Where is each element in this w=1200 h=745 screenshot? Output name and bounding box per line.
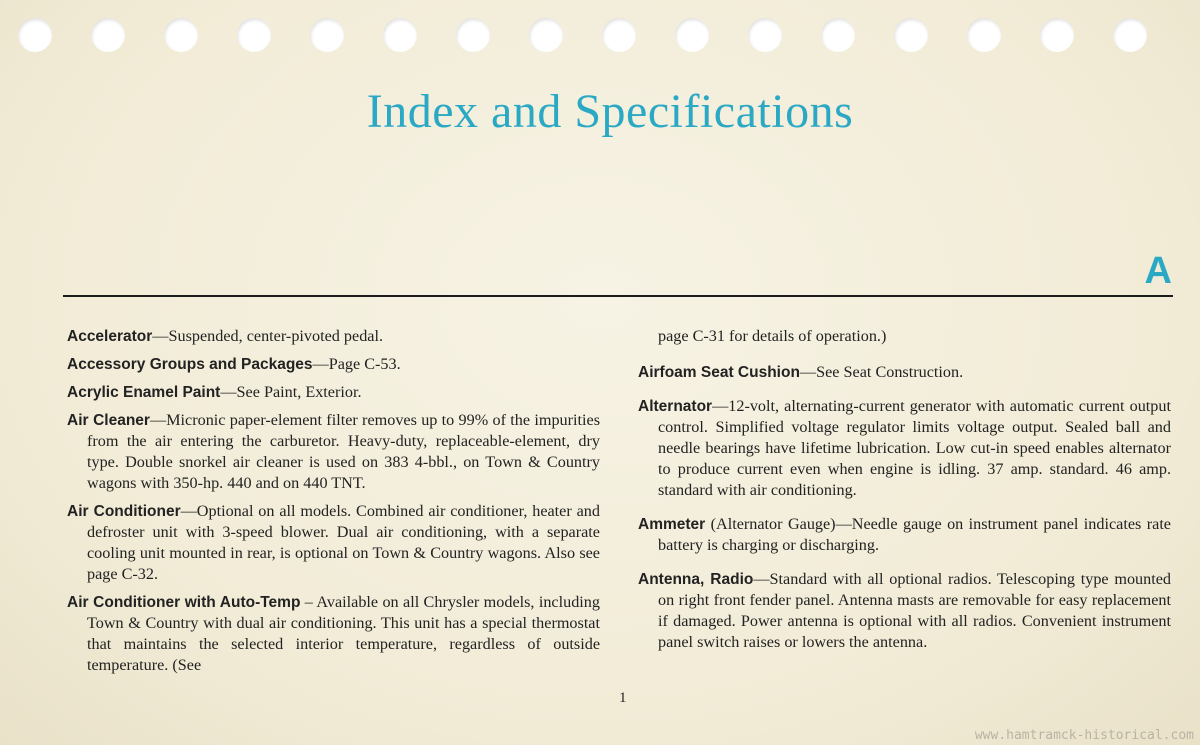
watermark: www.hamtramck-historical.com — [974, 728, 1194, 743]
index-entry — [67, 326, 600, 347]
index-entry — [67, 354, 600, 375]
entry-text: —Suspended, center-pivoted pedal. — [152, 327, 384, 345]
entry-term: Antenna, Radio — [638, 571, 754, 588]
page-number: 1 — [619, 690, 627, 706]
section-letter: A — [1144, 250, 1172, 292]
entry-text: (Alternator Gauge)—Needle gauge on instrument panel indicates rate battery is charging or discharging. — [658, 515, 1171, 554]
punch-hole — [1113, 18, 1147, 52]
index-entry — [638, 362, 1171, 383]
index-entry — [67, 410, 600, 494]
entry-term: Accelerator — [67, 328, 153, 345]
punch-hole — [675, 18, 709, 52]
punch-hole — [967, 18, 1001, 52]
entry-text: —Standard with all optional radios. Telescoping type mounted on right front fender panel. Antenna masts are removable for easy replacement if damaged. Power antenna is optional with all radios. Convenient instrument panel switch raises or lowers the antenna. — [658, 570, 1171, 651]
entry-term: Airfoam Seat Cushion — [638, 364, 800, 381]
punch-hole — [91, 18, 125, 52]
punch-hole — [237, 18, 271, 52]
section-divider — [63, 295, 1173, 297]
entry-term: Air Conditioner with Auto-Temp — [67, 594, 301, 611]
entry-text: —See Seat Construction. — [799, 363, 964, 381]
binding-holes — [0, 18, 1200, 58]
punch-hole — [894, 18, 928, 52]
entry-text: —12-volt, alternating-current generator with automatic current output control. Simplified voltage regulator limits voltage output. Sealed ball and needle bearings have lifetime lubrication. Low cut-in speed enables alternator to produce current even when engine is idling. 37 amp. standard. 46 amp. standard with air conditioning. — [658, 397, 1171, 499]
punch-hole — [748, 18, 782, 52]
punch-hole — [1040, 18, 1074, 52]
index-entry — [638, 514, 1171, 556]
punch-hole — [164, 18, 198, 52]
entry-term: Air Conditioner — [67, 503, 181, 520]
entry-term: Air Cleaner — [67, 412, 150, 429]
entry-text: —Micronic paper-element filter removes up to 99% of the impurities from the air entering the carburetor. Heavy-duty, replaceable-element, dry type. Double snorkel air cleaner is used on 383 4-bbl., on Town & Country wagons with 350-hp. 440 and on 440 TNT. — [87, 411, 601, 492]
punch-hole — [310, 18, 344, 52]
index-entry — [638, 569, 1171, 653]
punch-hole — [18, 18, 52, 52]
punch-hole — [456, 18, 490, 52]
right-column — [638, 326, 1171, 666]
index-entry — [638, 396, 1171, 501]
entry-term: Ammeter — [638, 516, 706, 533]
entry-text: —See Paint, Exterior. — [220, 383, 362, 401]
continued-text: page C-31 for details of operation.) — [658, 327, 887, 345]
index-entry — [67, 501, 600, 585]
entry-text: – Available on all Chrysler models, including Town & Country with dual air conditioning. This unit has a special thermostat that maintains the selected interior temperature, regardless of outside temperature. (See — [87, 593, 600, 674]
page-title: Index and Specifications — [366, 85, 854, 138]
punch-hole — [529, 18, 563, 52]
entry-term: Alternator — [638, 398, 713, 415]
punch-hole — [821, 18, 855, 52]
entry-text: —Page C-53. — [312, 355, 401, 373]
punch-hole — [383, 18, 417, 52]
entry-term: Acrylic Enamel Paint — [67, 384, 221, 401]
punch-hole — [602, 18, 636, 52]
entry-text: —Optional on all models. Combined air conditioner, heater and defroster unit with 3-speed blower. Dual air conditioning, with a separate cooling unit mounted in rear, is optional on Town & Country wagons. Also see page C-32. — [87, 502, 600, 583]
left-column — [67, 326, 600, 683]
entry-term: Accessory Groups and Packages — [67, 356, 313, 373]
index-entry — [67, 592, 600, 676]
index-entry — [67, 382, 600, 403]
